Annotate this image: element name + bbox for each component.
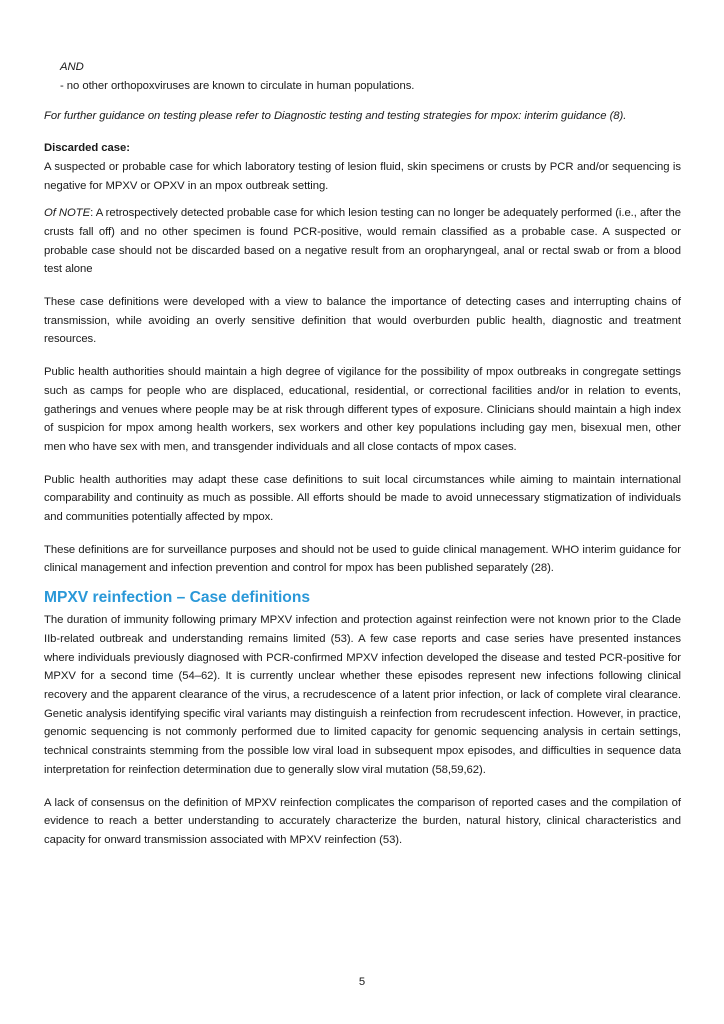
discarded-case-text: A suspected or probable case for which laboratory testing of lesion fluid, skin specimens or crusts by PCR and/or sequencing is negative for MPXV or OPXV in an mpox outbreak setting. <box>44 160 681 192</box>
paragraph-balance: These case definitions were developed with a view to balance the importance of detecting cases and interrupting chains of transmission, while avoiding an overly sensitive definition that would overburden public health, diagnostic and treatment resources. <box>44 296 681 346</box>
reinfection-paragraph-immunity: The duration of immunity following primary MPXV infection and protection against reinfection were not known prior to the Clade IIb-related outbreak and understanding remains limited (53). A few case reports and case series have presented instances where individuals previously diagnosed with PCR-confirmed MPXV infection developed the disease and tested PCR-positive for MPXV for a second time (54–62). It is currently unclear whether these episodes represent new infections following clinical recovery and the apparent clearance of the virus, a recrudescence of a latent prior infection, or lack of complete viral clearance. Genetic analysis identifying specific viral variants may distinguish a reinfection from recrudescent infection. However, in practice, genomic sequencing is not commonly performed due to limited capacity for genomic sequencing analysis in certain settings, technical constraints stemming from the possible low viral load in subsequent mpox episodes, and difficulties in sequence data interpretation for reinfection determination due to generally slow viral mutation (58,59,62). <box>44 614 681 776</box>
discarded-case-heading: Discarded case: <box>44 142 130 155</box>
paragraph-surveillance: These definitions are for surveillance purposes and should not be used to guide clinical management. WHO interim guidance for clinical management and infection prevention and control for mpox has been published separately (28). <box>44 543 681 575</box>
page-number: 5 <box>358 976 366 988</box>
reinfection-heading: MPXV reinfection – Case definitions <box>44 589 311 607</box>
testing-guidance-note: For further guidance on testing please refer to Diagnostic testing and testing strategies for mpox: interim guidance (8). <box>44 110 627 123</box>
paragraph-vigilance: Public health authorities should maintain a high degree of vigilance for the possibility of mpox outbreaks in congregate settings such as camps for people who are displaced, educational, residential, or correctional facilities and/or in relation to events, gatherings and venues where people may be at risk through different types of exposure. Clinicians should maintain a high index of suspicion for mpox among health workers, sex workers and other key populations including gay men, bisexual men, other men who have sex with men, and transgender individuals and all close contacts of mpox cases. <box>44 366 681 453</box>
note-paragraph <box>44 204 681 279</box>
and-label: AND <box>60 61 84 73</box>
page-content <box>44 58 681 850</box>
orthopox-bullet: - no other orthopoxviruses are known to circulate in human populations. <box>60 79 415 92</box>
note-text: : A retrospectively detected probable case for which lesion testing can no longer be adequately performed (i.e., after the crusts fall off) and no other specimen is found PCR-positive, would remain classified as a probable case. A suspected or probable case should not be discarded based on a negative result from an oropharyngeal, anal or rectal swab or from a blood test alone <box>44 207 681 276</box>
reinfection-paragraph-consensus: A lack of consensus on the definition of MPXV reinfection complicates the comparison of reported cases and the compilation of evidence to reach a better understanding to accurately characterize the burden, natural history, clinical characteristics and capacity for onward transmission associated with MPXV reinfection (53). <box>44 796 681 846</box>
paragraph-adapt: Public health authorities may adapt these case definitions to suit local circumstances while aiming to maintain international comparability and continuity as much as possible. All efforts should be made to avoid unnecessary stigmatization of individuals and communities potentially affected by mpox. <box>44 473 681 524</box>
note-label: Of NOTE <box>44 207 91 220</box>
